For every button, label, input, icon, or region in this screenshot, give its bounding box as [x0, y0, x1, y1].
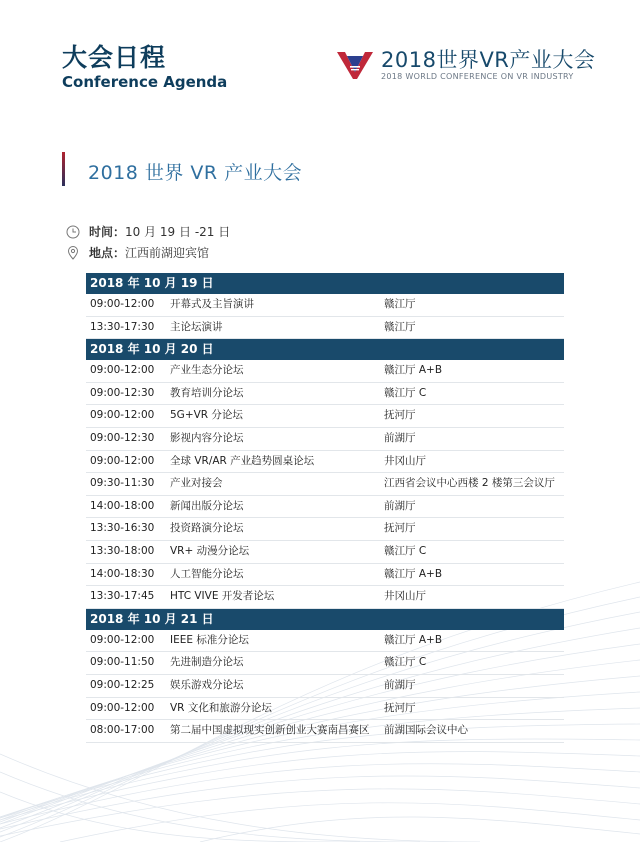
section-accent-bar: [62, 152, 65, 186]
table-row: [86, 428, 564, 451]
logo-wordmark: 2018世界VR产业大会: [381, 48, 596, 72]
session-time: 13:30-16:30: [90, 522, 155, 535]
session-name: 5G+VR 分论坛: [170, 409, 243, 422]
table-row: [86, 451, 564, 474]
table-row: [86, 586, 564, 609]
session-name: 产业对接会: [170, 477, 223, 490]
clock-icon: [66, 225, 80, 239]
session-name: 娱乐游戏分论坛: [170, 678, 244, 691]
session-name: VR 文化和旅游分论坛: [170, 701, 272, 714]
session-venue: 江西省会议中心西楼 2 楼第三会议厅: [384, 477, 555, 490]
table-row: [86, 294, 564, 317]
session-venue: 前湖厅: [384, 499, 416, 512]
session-venue: 赣江厅 C: [384, 656, 427, 669]
session-venue: 赣江厅 C: [384, 386, 427, 399]
table-row: [86, 518, 564, 541]
table-row: [86, 383, 564, 406]
table-row: [86, 360, 564, 383]
session-name: 影视内容分论坛: [170, 431, 244, 444]
session-name: 第二届中国虚拟现实创新创业大赛南昌赛区: [170, 724, 370, 737]
session-venue: 抚河厅: [384, 409, 416, 422]
session-time: 09:00-12:30: [90, 431, 155, 444]
session-time: 13:30-17:30: [90, 320, 155, 333]
day-header: 2018 年 10 月 19 日: [86, 273, 564, 294]
page-title: 大会日程: [62, 43, 167, 72]
info-time: [66, 223, 230, 240]
session-venue: 前湖厅: [384, 431, 416, 444]
time-label: 时间：: [89, 225, 126, 239]
table-row: [86, 541, 564, 564]
logo-tagline: 2018 WORLD CONFERENCE ON VR INDUSTRY: [381, 72, 574, 81]
session-time: 09:00-12:00: [90, 454, 155, 467]
session-venue: 井冈山厅: [384, 454, 426, 467]
table-row: [86, 698, 564, 721]
session-time: 13:30-17:45: [90, 590, 155, 603]
session-name: 教育培训分论坛: [170, 386, 244, 399]
session-venue: 赣江厅: [384, 298, 416, 310]
vr-conference-logo-icon: [337, 50, 373, 80]
session-name: 新闻出版分论坛: [170, 499, 244, 512]
session-time: 09:00-12:30: [90, 386, 155, 399]
session-venue: 抚河厅: [384, 701, 416, 714]
table-row: [86, 564, 564, 587]
session-venue: 赣江厅: [384, 320, 416, 333]
session-time: 14:00-18:00: [90, 499, 155, 512]
day-header: 2018 年 10 月 20 日: [86, 339, 564, 360]
session-time: 14:00-18:30: [90, 567, 155, 580]
table-row: [86, 317, 564, 340]
session-time: 09:00-12:00: [90, 633, 155, 646]
time-value: 10 月 19 日 -21 日: [125, 225, 231, 239]
session-time: 09:30-11:30: [90, 477, 155, 490]
session-name: 投资路演分论坛: [170, 522, 244, 535]
table-row: [86, 630, 564, 653]
table-row: [86, 473, 564, 496]
session-venue: 前湖厅: [384, 678, 416, 691]
table-row: [86, 496, 564, 519]
map-pin-icon: [66, 246, 80, 260]
session-venue: 赣江厅 A+B: [384, 567, 443, 580]
session-time: 09:00-12:25: [90, 678, 155, 691]
location-value: 江西前湖迎宾馆: [125, 246, 210, 260]
session-venue: 前湖国际会议中心: [384, 724, 468, 737]
session-time: 09:00-12:00: [90, 701, 155, 714]
session-venue: 井冈山厅: [384, 590, 426, 603]
table-row: [86, 675, 564, 698]
section-title: 2018 世界 VR 产业大会: [88, 162, 303, 184]
session-name: 开幕式及主旨演讲: [170, 298, 254, 310]
table-row: [86, 720, 564, 743]
session-venue: 赣江厅 A+B: [384, 364, 443, 377]
session-time: 13:30-18:00: [90, 544, 155, 557]
agenda-table: [86, 273, 564, 743]
session-time: 09:00-12:00: [90, 298, 155, 310]
session-time: 09:00-11:50: [90, 656, 155, 669]
day-header: 2018 年 10 月 21 日: [86, 609, 564, 630]
session-name: 产业生态分论坛: [170, 364, 244, 377]
info-location: [66, 244, 209, 261]
session-name: 全球 VR/AR 产业趋势圆桌论坛: [170, 454, 315, 467]
page-subtitle: Conference Agenda: [62, 73, 228, 91]
session-name: 人工智能分论坛: [170, 567, 244, 580]
session-venue: 抚河厅: [384, 522, 416, 535]
session-name: VR+ 动漫分论坛: [170, 544, 250, 557]
table-row: [86, 405, 564, 428]
session-name: IEEE 标准分论坛: [170, 633, 249, 646]
session-venue: 赣江厅 A+B: [384, 633, 443, 646]
session-name: 先进制造分论坛: [170, 656, 244, 669]
table-row: [86, 652, 564, 675]
session-time: 08:00-17:00: [90, 724, 155, 737]
session-time: 09:00-12:00: [90, 364, 155, 377]
session-name: 主论坛演讲: [170, 320, 223, 333]
session-name: HTC VIVE 开发者论坛: [170, 590, 275, 603]
location-label: 地点：: [89, 246, 126, 260]
session-time: 09:00-12:00: [90, 409, 155, 422]
session-venue: 赣江厅 C: [384, 544, 427, 557]
